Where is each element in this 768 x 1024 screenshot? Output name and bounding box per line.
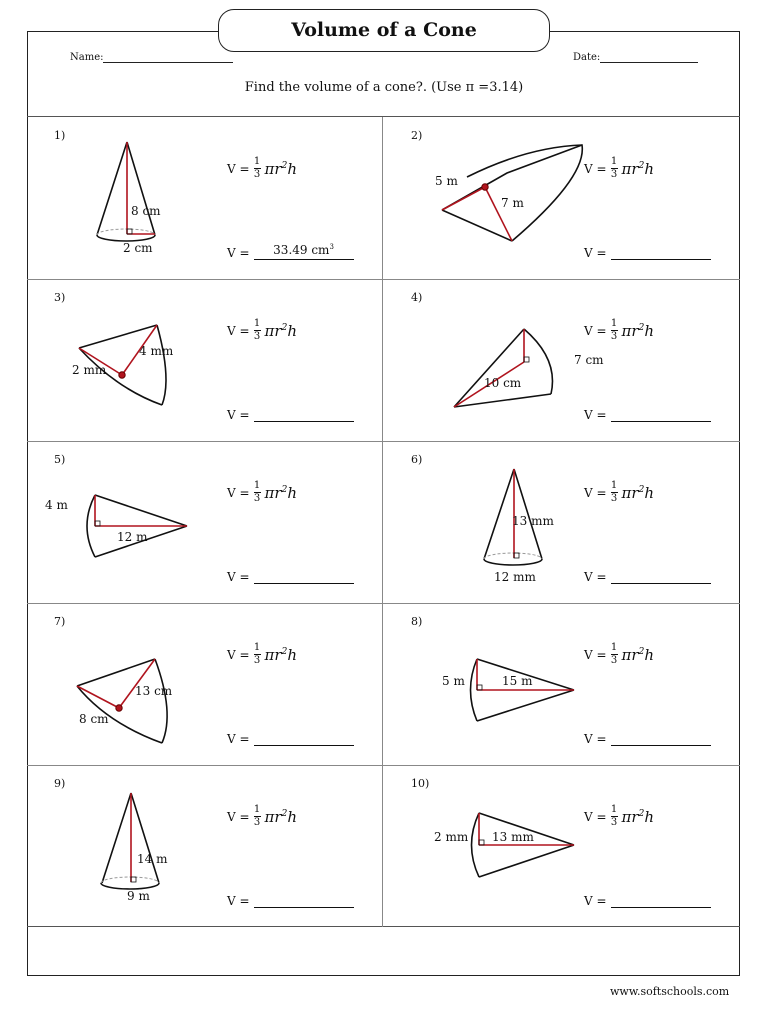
cone-base-front — [524, 329, 552, 394]
fraction-denominator: 3 — [253, 817, 261, 828]
problem-cell-9 — [27, 765, 383, 927]
dimension-label: 12 mm — [494, 570, 536, 584]
cone-shape — [484, 469, 554, 584]
fraction — [611, 481, 618, 504]
dimension-label: 2 mm — [434, 830, 469, 844]
fraction-denominator: 3 — [610, 331, 618, 342]
dimension-label: 2 cm — [123, 241, 153, 255]
cone-base-front — [472, 813, 480, 877]
problem-cell-8 — [384, 603, 740, 765]
problem-cell-10 — [384, 765, 740, 927]
cone-base-front — [471, 659, 478, 721]
dimension-label: 5 m — [435, 174, 458, 188]
pi-r-squared-h: $\pi r^2h$ — [264, 483, 297, 502]
fraction-numerator: 1 — [610, 156, 618, 167]
answer-label: V = — [584, 570, 607, 584]
formula-prefix: V = — [584, 647, 607, 662]
fraction — [611, 643, 618, 666]
answer-label: V = — [227, 894, 250, 908]
center-point — [482, 184, 488, 190]
pi-r-squared-h: $\pi r^2h$ — [621, 807, 654, 826]
problem-cell-3 — [27, 279, 383, 441]
cone-base-front — [87, 495, 95, 557]
name-field[interactable] — [70, 52, 233, 63]
dimension-label: 10 cm — [484, 376, 522, 390]
fraction-denominator: 3 — [610, 169, 618, 180]
cone-outline — [97, 142, 155, 235]
fraction-numerator: 1 — [610, 318, 618, 329]
answer-blank[interactable] — [611, 567, 711, 584]
formula-prefix: V = — [584, 161, 607, 176]
problem-number: 7) — [54, 615, 66, 628]
volume-formula — [227, 157, 297, 180]
problem-cell-4 — [384, 279, 740, 441]
dimension-label: 4 mm — [139, 344, 174, 358]
cone-shape — [45, 495, 187, 557]
fraction — [254, 805, 261, 828]
problem-number: 3) — [54, 291, 66, 304]
volume-formula — [584, 481, 654, 504]
answer-label: V = — [227, 732, 250, 746]
volume-formula — [227, 805, 297, 828]
fraction-denominator: 3 — [253, 169, 261, 180]
problem-number: 6) — [411, 453, 423, 466]
formula-prefix: V = — [584, 323, 607, 338]
center-point — [116, 705, 122, 711]
problem-cell-2 — [384, 117, 740, 279]
dimension-label: 14 m — [137, 852, 168, 866]
pi-r-squared-h: $\pi r^2h$ — [621, 645, 654, 664]
problem-number: 5) — [54, 453, 66, 466]
problem-number: 9) — [54, 777, 66, 790]
instructions: Find the volume of a cone?. (Use π =3.14) — [244, 80, 524, 95]
pi-r-squared-h: $\pi r^2h$ — [621, 483, 654, 502]
dimension-label: 2 mm — [72, 363, 107, 377]
problem-number: 4) — [411, 291, 423, 304]
cone-shape — [97, 142, 161, 255]
answer-row — [584, 891, 711, 908]
answer-row — [227, 729, 354, 746]
fraction-denominator: 3 — [610, 817, 618, 828]
fraction — [611, 319, 618, 342]
dimension-label: 8 cm — [131, 204, 161, 218]
dimension-label: 13 mm — [512, 514, 554, 528]
volume-formula — [227, 643, 297, 666]
answer-blank[interactable] — [611, 729, 711, 746]
footer-url: www.softschools.com — [610, 985, 730, 998]
problem-number: 2) — [411, 129, 423, 142]
answer-label: V = — [584, 408, 607, 422]
dimension-label: 15 m — [502, 674, 533, 688]
formula-prefix: V = — [227, 485, 250, 500]
formula-prefix: V = — [227, 647, 250, 662]
cone-outline — [77, 659, 162, 743]
fraction-numerator: 1 — [253, 156, 261, 167]
dimension-label: 13 mm — [492, 830, 534, 844]
problem-cell-7 — [27, 603, 383, 765]
fraction-numerator: 1 — [610, 804, 618, 815]
problem-cell-1 — [27, 117, 383, 279]
fraction — [254, 319, 261, 342]
cone-shape — [72, 325, 174, 405]
cone-shape — [434, 813, 574, 877]
answer-label: V = — [584, 894, 607, 908]
dimension-label: 9 m — [127, 889, 150, 903]
date-label: Date: — [573, 52, 601, 63]
page-title: Volume of a Cone — [218, 9, 550, 52]
volume-formula — [227, 481, 297, 504]
cone-base-back — [484, 553, 542, 559]
fraction — [254, 643, 261, 666]
fraction — [254, 157, 261, 180]
volume-formula — [227, 319, 297, 342]
pi-r-squared-h: $\pi r^2h$ — [264, 645, 297, 664]
volume-formula — [584, 805, 654, 828]
problem-number: 10) — [411, 777, 430, 790]
fraction-denominator: 3 — [610, 493, 618, 504]
cone-shape — [77, 659, 173, 743]
cone-base-front — [484, 559, 542, 565]
fraction-numerator: 1 — [253, 642, 261, 653]
answer-blank[interactable] — [611, 243, 711, 260]
answer-blank[interactable] — [254, 567, 354, 584]
cone-shape — [442, 659, 574, 721]
volume-formula — [584, 643, 654, 666]
volume-formula — [584, 157, 654, 180]
answer-row — [584, 405, 711, 422]
dimension-label: 8 cm — [79, 712, 109, 726]
fraction — [611, 805, 618, 828]
formula-prefix: V = — [227, 161, 250, 176]
dimension-line — [442, 187, 485, 210]
answer-row — [584, 243, 711, 260]
fraction-denominator: 3 — [253, 331, 261, 342]
problem-number: 8) — [411, 615, 423, 628]
cone-shape — [101, 793, 168, 903]
volume-formula — [584, 319, 654, 342]
pi-r-squared-h: $\pi r^2h$ — [264, 807, 297, 826]
answer-row — [584, 729, 711, 746]
answer-row — [227, 891, 354, 908]
name-blank[interactable] — [103, 52, 233, 63]
formula-prefix: V = — [227, 809, 250, 824]
date-blank[interactable] — [600, 52, 698, 63]
fraction-denominator: 3 — [610, 655, 618, 666]
fraction-numerator: 1 — [253, 318, 261, 329]
fraction-numerator: 1 — [610, 642, 618, 653]
dimension-label: 12 m — [117, 530, 148, 544]
answer-blank[interactable] — [254, 729, 354, 746]
problem-cell-6 — [384, 441, 740, 603]
fraction — [611, 157, 618, 180]
fraction-denominator: 3 — [253, 493, 261, 504]
formula-prefix: V = — [227, 323, 250, 338]
date-field[interactable] — [573, 52, 698, 63]
cone-shape — [435, 145, 582, 241]
fraction-numerator: 1 — [253, 480, 261, 491]
name-label: Name: — [70, 52, 104, 63]
answer-row — [227, 243, 354, 260]
cone-base-back — [101, 877, 159, 883]
dimension-label: 7 cm — [574, 353, 604, 367]
pi-r-squared-h: $\pi r^2h$ — [621, 321, 654, 340]
fraction-numerator: 1 — [253, 804, 261, 815]
answer-label: V = — [584, 732, 607, 746]
answer-blank[interactable] — [254, 405, 354, 422]
dimension-label: 4 m — [45, 498, 68, 512]
pi-r-squared-h: $\pi r^2h$ — [621, 159, 654, 178]
cone-base-front — [157, 325, 166, 405]
problem-grid — [27, 116, 740, 927]
fraction-denominator: 3 — [253, 655, 261, 666]
answer-row — [227, 567, 354, 584]
formula-prefix: V = — [584, 485, 607, 500]
cone-base-front — [467, 145, 582, 241]
answer-blank[interactable] — [254, 891, 354, 908]
center-point — [119, 372, 125, 378]
answer-row — [227, 405, 354, 422]
dimension-label: 5 m — [442, 674, 465, 688]
answer-blank[interactable] — [611, 405, 711, 422]
fraction — [254, 481, 261, 504]
formula-prefix: V = — [584, 809, 607, 824]
cone-shape — [454, 329, 604, 407]
answer-blank[interactable]: 33.49 $cm^3$ — [254, 243, 354, 260]
answer-label: V = — [227, 408, 250, 422]
problem-number: 1) — [54, 129, 66, 142]
problem-cell-5 — [27, 441, 383, 603]
answer-label: V = — [584, 246, 607, 260]
fraction-numerator: 1 — [610, 480, 618, 491]
dimension-label: 13 cm — [135, 684, 173, 698]
dimension-label: 7 m — [501, 196, 524, 210]
answer-row — [584, 567, 711, 584]
cone-base-front — [155, 659, 167, 743]
answer-label: V = — [227, 570, 250, 584]
answer-label: V = — [227, 246, 250, 260]
pi-r-squared-h: $\pi r^2h$ — [264, 321, 297, 340]
answer-blank[interactable] — [611, 891, 711, 908]
dimension-line — [77, 686, 119, 708]
pi-r-squared-h: $\pi r^2h$ — [264, 159, 297, 178]
